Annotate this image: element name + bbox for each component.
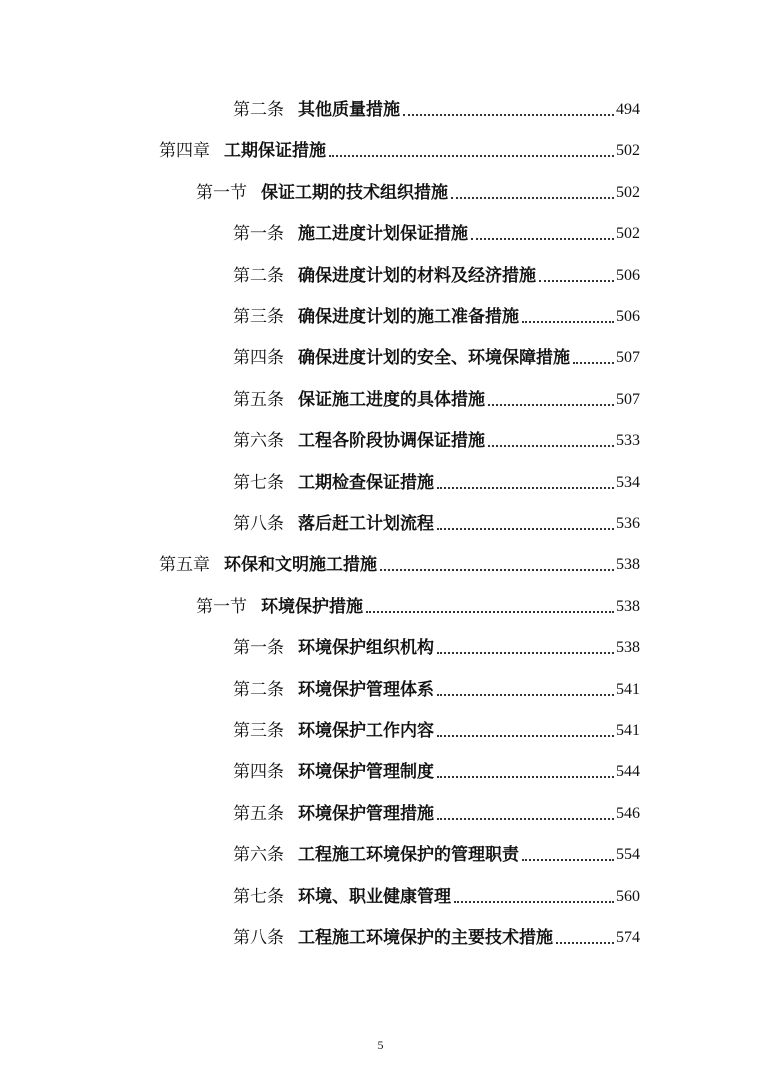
toc-entry-number: 第三条 xyxy=(233,721,284,741)
toc-entry-number: 第八条 xyxy=(233,928,284,948)
dot-leader xyxy=(573,362,614,364)
toc-entry-title: 环境保护管理措施 xyxy=(298,804,434,824)
toc-entry-number: 第三条 xyxy=(233,307,284,327)
dot-leader xyxy=(488,404,614,406)
toc-entry-number: 第五章 xyxy=(159,555,210,575)
toc-entry[interactable] xyxy=(233,841,640,869)
toc-entry[interactable] xyxy=(233,758,640,786)
toc-entry[interactable] xyxy=(233,303,640,331)
toc-entry-number: 第六条 xyxy=(233,431,284,451)
toc-entry[interactable] xyxy=(233,800,640,828)
toc-entry-title: 环保和文明施工措施 xyxy=(224,555,377,575)
dot-leader xyxy=(380,569,614,571)
toc-entry-page: 502 xyxy=(616,225,640,242)
toc-entry-page: 507 xyxy=(616,349,640,366)
dot-leader xyxy=(437,487,614,489)
toc-entry-number: 第二条 xyxy=(233,266,284,286)
toc-entry-title: 施工进度计划保证措施 xyxy=(298,224,468,244)
toc-entry[interactable] xyxy=(233,924,640,952)
dot-leader xyxy=(366,611,614,613)
toc-entry-number: 第八条 xyxy=(233,514,284,534)
dot-leader xyxy=(437,776,614,778)
toc-entry[interactable] xyxy=(159,551,640,579)
toc-entry[interactable] xyxy=(233,883,640,911)
toc-entry-title: 环境保护工作内容 xyxy=(298,721,434,741)
toc-entry-number: 第五条 xyxy=(233,804,284,824)
toc-entry[interactable] xyxy=(159,137,640,165)
dot-leader xyxy=(437,528,614,530)
toc-entry-title: 工程施工环境保护的管理职责 xyxy=(298,845,519,865)
dot-leader xyxy=(437,735,614,737)
dot-leader xyxy=(471,238,614,240)
toc-entry[interactable] xyxy=(233,510,640,538)
toc-entry[interactable] xyxy=(233,96,640,124)
toc-entry[interactable] xyxy=(233,386,640,414)
toc-entry-title: 工期检查保证措施 xyxy=(298,473,434,493)
dot-leader xyxy=(488,445,614,447)
toc-entry[interactable] xyxy=(233,220,640,248)
toc-entry-page: 560 xyxy=(616,888,640,905)
dot-leader xyxy=(522,859,614,861)
toc-entry-number: 第四条 xyxy=(233,762,284,782)
toc-entry-number: 第一条 xyxy=(233,224,284,244)
toc-entry[interactable] xyxy=(233,262,640,290)
toc-entry-page: 534 xyxy=(616,474,640,491)
toc-entry[interactable] xyxy=(233,634,640,662)
toc-entry-title: 其他质量措施 xyxy=(298,100,400,120)
toc-entry-page: 506 xyxy=(616,267,640,284)
toc-entry-page: 533 xyxy=(616,432,640,449)
toc-entry-page: 506 xyxy=(616,308,640,325)
toc-entry-title: 工期保证措施 xyxy=(224,141,326,161)
toc-entry[interactable] xyxy=(233,344,640,372)
toc-entry[interactable] xyxy=(196,179,640,207)
dot-leader xyxy=(454,901,614,903)
page-number: 5 xyxy=(377,1038,384,1052)
toc-entry-title: 保证施工进度的具体措施 xyxy=(298,390,485,410)
toc-entry[interactable] xyxy=(233,676,640,704)
dot-leader xyxy=(329,155,614,157)
toc-entry-title: 确保进度计划的材料及经济措施 xyxy=(298,266,536,286)
toc-entry-page: 541 xyxy=(616,722,640,739)
toc-entry-number: 第一节 xyxy=(196,183,247,203)
toc-entry-number: 第七条 xyxy=(233,473,284,493)
toc-entry-page: 494 xyxy=(616,101,640,118)
toc-entry-number: 第五条 xyxy=(233,390,284,410)
dot-leader xyxy=(437,694,614,696)
toc-entry-page: 502 xyxy=(616,142,640,159)
toc-entry-page: 507 xyxy=(616,391,640,408)
toc-entry-page: 502 xyxy=(616,184,640,201)
toc-entry[interactable] xyxy=(233,469,640,497)
toc-entry-number: 第二条 xyxy=(233,100,284,120)
toc-entry-page: 546 xyxy=(616,805,640,822)
toc-entry-page: 538 xyxy=(616,639,640,656)
dot-leader xyxy=(522,321,614,323)
dot-leader xyxy=(451,197,614,199)
toc-entry-title: 工程各阶段协调保证措施 xyxy=(298,431,485,451)
toc-entry-page: 538 xyxy=(616,556,640,573)
toc-entry-title: 工程施工环境保护的主要技术措施 xyxy=(298,928,553,948)
toc-entry-title: 落后赶工计划流程 xyxy=(298,514,434,534)
toc-entry-number: 第一条 xyxy=(233,638,284,658)
toc-entry-number: 第六条 xyxy=(233,845,284,865)
toc-entry-number: 第二条 xyxy=(233,680,284,700)
dot-leader xyxy=(556,942,614,944)
toc-entry-page: 574 xyxy=(616,929,640,946)
toc-entry-title: 环境保护管理体系 xyxy=(298,680,434,700)
toc-entry-title: 环境保护组织机构 xyxy=(298,638,434,658)
toc-entry-title: 环境保护措施 xyxy=(261,597,363,617)
dot-leader xyxy=(437,818,614,820)
dot-leader xyxy=(437,652,614,654)
toc-entry-number: 第七条 xyxy=(233,887,284,907)
toc-entry-title: 确保进度计划的安全、环境保障措施 xyxy=(298,348,570,368)
toc-entry-number: 第四条 xyxy=(233,348,284,368)
toc-entry[interactable] xyxy=(233,427,640,455)
toc-entry[interactable] xyxy=(196,593,640,621)
dot-leader xyxy=(403,114,614,116)
toc-entry[interactable] xyxy=(233,717,640,745)
toc-entry-page: 536 xyxy=(616,515,640,532)
toc-entry-page: 544 xyxy=(616,763,640,780)
toc-entry-title: 环境、职业健康管理 xyxy=(298,887,451,907)
toc-entry-title: 环境保护管理制度 xyxy=(298,762,434,782)
toc-entry-page: 554 xyxy=(616,846,640,863)
toc-entry-page: 538 xyxy=(616,598,640,615)
dot-leader xyxy=(539,280,614,282)
toc-entry-title: 确保进度计划的施工准备措施 xyxy=(298,307,519,327)
toc-entry-number: 第一节 xyxy=(196,597,247,617)
toc-entry-title: 保证工期的技术组织措施 xyxy=(261,183,448,203)
toc-entry-page: 541 xyxy=(616,681,640,698)
toc-entry-number: 第四章 xyxy=(159,141,210,161)
